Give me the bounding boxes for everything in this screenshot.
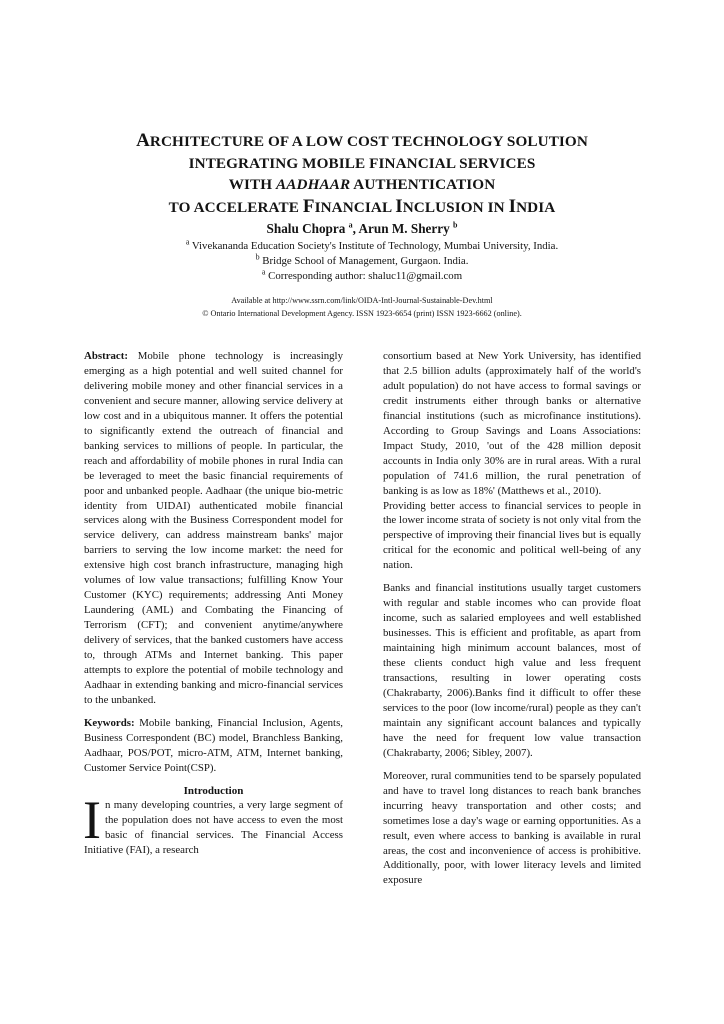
body-paragraph: Providing better access to financial services to people in the lower income strata of society is not only vital from the perspective of improving their financial lives but is equally critical for the economic and political well-being of any nation.	[383, 499, 641, 572]
intro-paragraph: In many developing countries, a very large segment of the population does not have access to even the most basic of financial services. The Financial Access Initiative (FAI), a research	[83, 790, 343, 857]
section-heading-introduction: Introduction	[183, 784, 244, 797]
corresponding-author: $^a$ Corresponding author: shaluc11@gmail.com	[261, 267, 463, 282]
title-line-2: INTEGRATING MOBILE FINANCIAL SERVICES	[188, 154, 536, 172]
body-paragraph: Moreover, rural communities tend to be sparsely populated and have to travel long distances to reach bank branches incurring heavy transportation and other costs; and sometimes lose a day's wage or earning opportunities. As a result, even where access to banking is available in rural areas, the cost and inconvenience of access is prohibitive. Additionally, poor, with lower literacy levels and limited exposure	[383, 769, 641, 887]
title-line-3: WITH AADHAAR AUTHENTICATION	[228, 176, 496, 193]
availability-link[interactable]: Available at http://www.ssrn.com/link/OIDA-Intl-Journal-Sustainable-Dev.html	[231, 296, 493, 305]
abstract	[84, 349, 343, 708]
keywords-text: Mobile banking, Financial Inclusion, Agents, Business Correspondent (BC) model, Branchless Banking, Aadhaar, POS/POT, micro-ATM, ATM, Internet banking, Customer Service Point(CSP).	[84, 716, 343, 774]
left-column	[84, 349, 343, 858]
title-line-4: TO ACCELERATE FINANCIAL INCLUSION IN INDIA	[168, 195, 556, 217]
body-paragraph: Banks and financial institutions usually target customers with regular and stable incomes who can provide float income, such as salaried employees and well established businesses. This is efficient and profitable, as apart from maintaining high minimum account balances, most of these clients conduct high value and less frequent transactions, resulting in lower operating costs (Chakrabarty, 2006).Banks find it difficult to offer these services to the poor (low income/rural) people as they can't maintain any significant account balances and typically have the need for frequent low value transaction (Chakrabarty, 2006; Sibley, 2007).	[383, 582, 641, 759]
author-affil-marker: a	[348, 220, 353, 230]
author-affil-marker: b	[453, 220, 458, 230]
author-name: Arun M. Sherry	[358, 221, 450, 236]
keywords	[84, 716, 343, 776]
affiliation: $^b$ Bridge School of Management, Gurgaon. India.	[255, 252, 469, 267]
title-line-1: ARCHITECTURE OF A LOW COST TECHNOLOGY SOLUTION	[136, 130, 588, 151]
affiliation: $^a$ Vivekananda Education Society's Institute of Technology, Mumbai University, India.	[185, 237, 559, 252]
copyright-issn: © Ontario International Development Agency. ISSN 1923-6654 (print) ISSN 1923-6662 (online).	[202, 309, 522, 318]
author-name: Shalu Chopra	[266, 221, 346, 236]
intro-paragraph-continued: consortium based at New York University, has identified that 2.5 billion adults (approximately half of the world's adult population) do not have access to formal savings or credit instruments either through banks or alternative financial institutions (such as microfinance institutions). According to Group Savings and Loans Associations: Impact Study, 2010, 'out of the 428 million deposit accounts in India only 30% are in rural areas. With a rural population of 741.6 million, the rural penetration of banking is as low as 18%' (Matthews et al., 2010).	[383, 350, 641, 497]
abstract-label: Abstract:	[84, 350, 128, 362]
abstract-text: Mobile phone technology is increasingly emerging as a high potential and well suited channel for delivering mobile money and other financial services in a convenient and secure manner, allowing service delivery at low cost and in a ubiquitous manner. It offers the potential to significantly extend the outreach of financial and banking services to millions of people. In particular, the reach and affordability of mobile phones in rural India can be leveraged to meet the basic financial requirements of poor and unbanked people. Aadhaar (the unique bio-metric identity from UIDAI) authenticated mobile financial services along with the Business Correspondent model for service delivery, can address mainstream banks' major barriers to serving the low income market: the need for extensive high cost branch infrastructure, managing high volumes of low value transactions; fulfilling Know Your Customer (KYC) requirements; addressing Anti Money Laundering (AML) and Combating the Financing of Terrorism (CFT); and convenient anytime/anywhere delivery of services, that the banked customers have access to, through ATMs and Internet banking. This paper attempts to explore the potential of mobile technology and Aadhaar in extending banking and micro-financial services to the unbanked.	[84, 350, 343, 706]
author-list: Shalu Chopra $^a$, Arun M. Sherry $^b$	[266, 220, 458, 236]
drop-cap: I	[83, 790, 101, 851]
keywords-label: Keywords:	[84, 716, 135, 729]
right-column	[383, 349, 641, 888]
paper-title	[60, 130, 664, 218]
